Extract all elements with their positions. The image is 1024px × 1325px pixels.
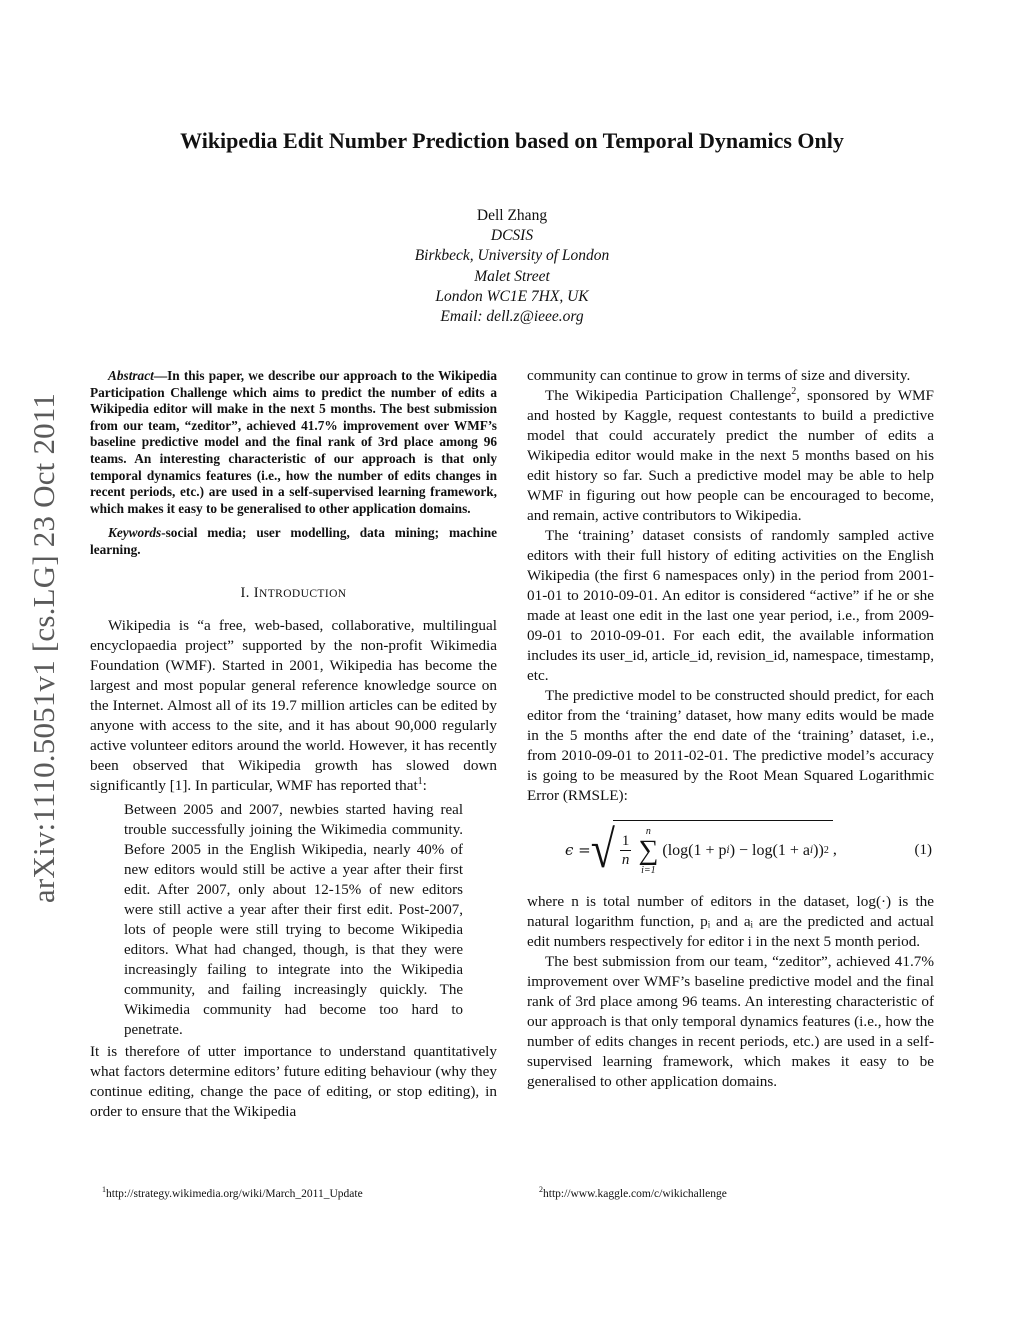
equation-body [565, 814, 837, 886]
equation-term-a: (log(1 + p [662, 841, 727, 859]
author-city: London WC1E 7HX, UK [435, 287, 589, 305]
section-first-letter: I [253, 584, 260, 601]
equation-number: (1) [914, 842, 932, 858]
right-paragraph-5: The best submission from our team, “zeditor”, achieved 41.7% improvement over WMF’s baseline predictive model and the final rank of 3rd place among 96 teams. An interesting characteristic of our approach is that only temporal dynamics features (i.e., how the number of edits changes in recent periods, etc.) are used in a self-supervised learning framework, which makes it easy to be generalised to other application domains. [527, 953, 934, 1090]
left-column [90, 366, 497, 1122]
author-institution: Birkbeck, University of London [414, 247, 610, 265]
equation-term-c: )) [813, 841, 824, 859]
challenge-text-b: , sponsored by WMF and hosted by Kaggle, request contestants to build a predictive model that could accurately predict the number of edits a Wikipedia editor would make in the next 5 months based on his edit history so far. Such a predictive model may be able to help WMF in figuring out how people can be encouraged to become, and remain, active contributors to Wikipedia. [527, 387, 934, 524]
arxiv-id: arXiv:1110.5051v1 [cs.LG] 23 Oct 2011 [26, 392, 61, 904]
abstract-label: Abstract [108, 368, 154, 383]
challenge-text-a: The Wikipedia Participation Challenge [545, 387, 792, 404]
author-email: Email: dell.z@ieee.org [440, 308, 584, 326]
subscript-a: i [809, 844, 814, 856]
keywords-text: -social media; user modelling, data mining; machine learning. [90, 525, 497, 557]
sqrt-sign-icon: √ [590, 820, 615, 879]
equation-lhs: ϵ = [565, 841, 591, 859]
sigma-icon: ∑ [638, 834, 659, 866]
right-paragraph-2: The ‘training’ dataset consists of randomly sampled active editors with their full history of editing activities on the English Wikipedia (the first 6 namespaces only) in the period from 2001-01-01 to 2010-09-01. An editor is considered “active” if he or she made at least one edit in the last one year period, i.e., from 2009-09-01 to 2010-09-01. For each edit, the available information includes its user_id, article_id, revision_id, namespace, timestamp, etc. [527, 527, 935, 684]
right-paragraph-3: The predictive model to be constructed should predict, for each editor from the ‘training’ dataset, how many edits would be made in the 5 months after the end date of the ‘training’ dataset, i.e., from 2010-09-01 to 2011-02-01. The predictive model’s accuracy is going to be measured by the Root Mean Squared Logarithmic Error (RMSLE): [527, 687, 934, 804]
right-paragraph-1 [527, 386, 934, 526]
equation-term-b: ) − log(1 + a [729, 841, 810, 859]
fraction [620, 832, 632, 869]
footnote-ref-1[interactable]: 1 [417, 775, 423, 787]
fraction-numerator: 1 [621, 833, 630, 849]
sum-upper-limit: n [645, 825, 651, 837]
author-street: Malet Street [474, 267, 550, 285]
keywords-label: Keywords [108, 525, 162, 541]
intro-paragraph-1 [90, 616, 497, 796]
abstract-text: —In this paper, we describe our approach to the Wikipedia Participation Challenge which aims to predict the number of edits a Wikipedia editor will make in the next 5 months. The best submission from our team, “zeditor”, achieved 41.7% improvement over WMF’s baseline predictive model and the final rank of 3rd place among 96 teams. An interesting characteristic of our approach is that only temporal dynamics features (i.e., how the number of edits changes in recent periods, etc.) are used in a self-supervised learning framework, which makes it easy to be generalised to other application domains. [90, 368, 497, 516]
footnote-1 [102, 1187, 363, 1201]
wmf-quote: Between 2005 and 2007, newbies started having real trouble successfully joining the Wikimedia community. Before 2005 in the English Wikipedia, nearly 40% of new editors would still be active a year after their first edit. After 2007, only about 12-15% of new editors were still active a year after their first edit. Post-2007, lots of people were still trying to become Wikipedia editors. What had changed, though, is that they were increasingly failing to integrate into the Wikipedia community, and failing increasingly quickly. The Wikimedia community had become too hard to penetrate. [124, 801, 463, 1038]
right-paragraph-4: where n is total number of editors in the dataset, log(·) is the natural logarithm function, pᵢ and aᵢ are the predicted and actual edit numbers respectively for editor i in the next 5 month period. [527, 893, 934, 950]
footnote-ref-2[interactable]: 2 [791, 385, 797, 397]
keywords [90, 525, 497, 558]
section-number: I. [240, 584, 254, 601]
author-block [0, 206, 1024, 327]
abstract [90, 368, 497, 517]
section-heading-introduction [90, 583, 497, 604]
author-name: Dell Zhang [476, 207, 548, 224]
fraction-denominator: n [621, 852, 630, 868]
sqrt-body: $\frac{1}{n}$ n ∑ i=1 (log(1 + p i ) − log(1 + a i )) 2 [613, 820, 833, 880]
equation-comma: , [832, 841, 837, 858]
footnote-1-link[interactable]: http://strategy.wikimedia.org/wiki/March_2011_Update [106, 1188, 363, 1200]
sqrt [591, 820, 833, 880]
intro-paragraph-2: It is therefore of utter importance to understand quantitatively what factors determine editors’ future editing behaviour (why they continue editing, change the pace of editing, or stop editing), in order to ensure that the Wikipedia [90, 1042, 497, 1120]
footnote-1-mark: 1 [102, 1185, 106, 1195]
paper-title: Wikipedia Edit Number Prediction based on Temporal Dynamics Only [180, 128, 844, 153]
rmsle-equation [527, 814, 934, 886]
author-dept: DCSIS [490, 227, 534, 245]
sum-lower-limit: i=1 [641, 864, 656, 876]
footnote-2 [539, 1187, 727, 1201]
intro-p1-text: Wikipedia is “a free, web-based, collaborative, multilingual encyclopaedia project” supported by the non-profit Wikimedia Foundation (WMF). Started in 2001, Wikipedia has become the largest and most popular general reference knowledge source on the Internet. Almost all of its 19.7 million articles can be edited by anyone with access to the site, and it has about 90,000 regularly active volunteer editors around the world. However, it has recently been observed that Wikipedia growth has slowed down significantly [1]. In particular, WMF has reported that [90, 616, 497, 794]
intro-p1-colon: : [422, 776, 427, 794]
subscript-p: i [726, 844, 730, 856]
right-column [527, 366, 934, 1092]
right-paragraph-0: community can continue to grow in terms of size and diversity. [527, 367, 911, 384]
section-title-rest: NTRODUCTION [259, 587, 347, 600]
summation [638, 826, 658, 876]
footnote-2-link[interactable]: http://www.kaggle.com/c/wikichallenge [543, 1188, 727, 1200]
footnote-2-mark: 2 [539, 1185, 543, 1195]
